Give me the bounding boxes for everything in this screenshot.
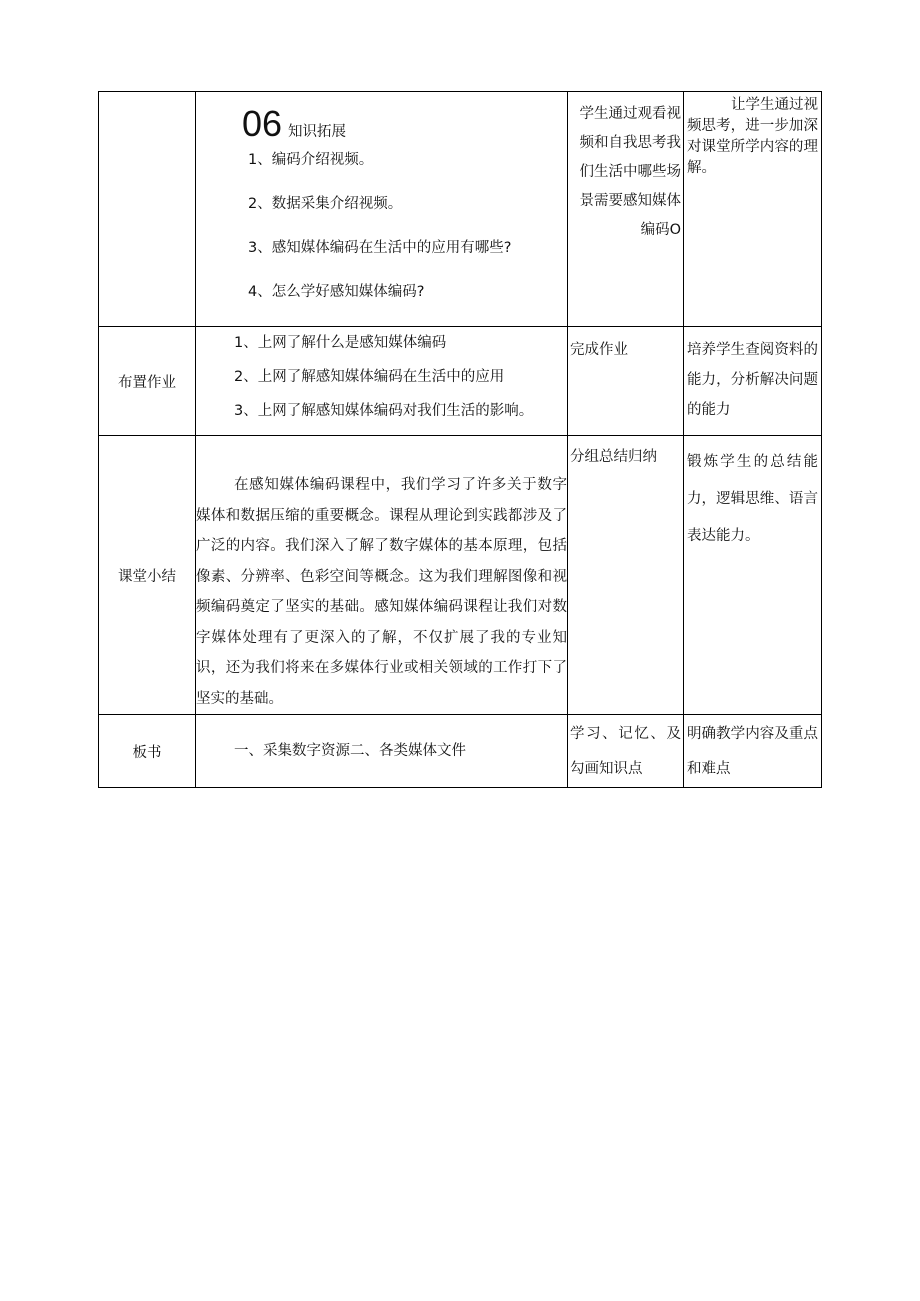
student-activity-text: 学习、记忆、及勾画知识点: [570, 726, 681, 777]
design-intent-text: 让学生通过视频思考，进一步加深对课堂所学内容的理解。: [687, 97, 818, 176]
student-activity-cell: [568, 715, 684, 788]
list-item: 3、感知媒体编码在生活中的应用有哪些?: [248, 240, 512, 256]
design-intent-text: 明确教学内容及重点和难点: [687, 726, 818, 777]
table-row-knowledge-extension: [99, 92, 822, 327]
student-activity-cell: [568, 436, 684, 715]
homework-list: [234, 333, 567, 435]
student-activity-text: 完成作业: [570, 342, 628, 358]
student-activity-text: 分组总结归纳: [570, 449, 657, 465]
design-intent-cell: [684, 436, 822, 715]
section-title: 知识拓展: [288, 124, 347, 140]
list-item: 2、数据采集介绍视频。: [248, 196, 403, 212]
list-item: 2、上网了解感知媒体编码在生活中的应用: [234, 369, 505, 385]
lesson-plan-table: [98, 91, 822, 788]
table-row-summary: [99, 436, 822, 715]
row-label: 布置作业: [99, 327, 196, 436]
section-heading: [242, 104, 567, 144]
content-cell: [196, 92, 568, 327]
list-item: 4、怎么学好感知媒体编码?: [248, 284, 425, 300]
content-cell: [196, 436, 568, 715]
student-activity-cell: [568, 92, 684, 327]
extension-list: [248, 150, 567, 326]
row-label: 板书: [99, 715, 196, 788]
design-intent-text: 锻炼学生的总结能力，逻辑思维、语言表达能力。: [687, 454, 818, 544]
content-cell: [196, 327, 568, 436]
list-item: 1、编码介绍视频。: [248, 152, 374, 168]
list-item: 3、上网了解感知媒体编码对我们生活的影响。: [234, 403, 534, 419]
table-row-homework: [99, 327, 822, 436]
design-intent-cell: [684, 327, 822, 436]
design-intent-text: 培养学生查阅资料的能力，分析解决问题的能力: [687, 342, 818, 418]
student-activity-cell: [568, 327, 684, 436]
row-label: [99, 92, 196, 327]
section-number: 06: [242, 103, 283, 144]
design-intent-cell: [684, 92, 822, 327]
blackboard-text: 一、采集数字资源二、各类媒体文件: [234, 743, 466, 759]
table-row-blackboard: [99, 715, 822, 788]
content-cell: [196, 715, 568, 788]
student-activity-text: 学生通过观看视频和自我思考我们生活中哪些场景需要感知媒体编码O: [579, 106, 681, 238]
row-label: 课堂小结: [99, 436, 196, 715]
design-intent-cell: [684, 715, 822, 788]
list-item: 1、上网了解什么是感知媒体编码: [234, 335, 447, 351]
summary-paragraph: 在感知媒体编码课程中，我们学习了许多关于数字媒体和数据压缩的重要概念。课程从理论到实践都涉及了广泛的内容。我们深入了解了数字媒体的基本原理，包括像素、分辨率、色彩空间等概念。这为我们理解图像和视频编码奠定了坚实的基础。感知媒体编码课程让我们对数字媒体处理有了更深入的了解，不仅扩展了我的专业知识，还为我们将来在多媒体行业或相关领域的工作打下了坚实的基础。: [196, 477, 567, 707]
